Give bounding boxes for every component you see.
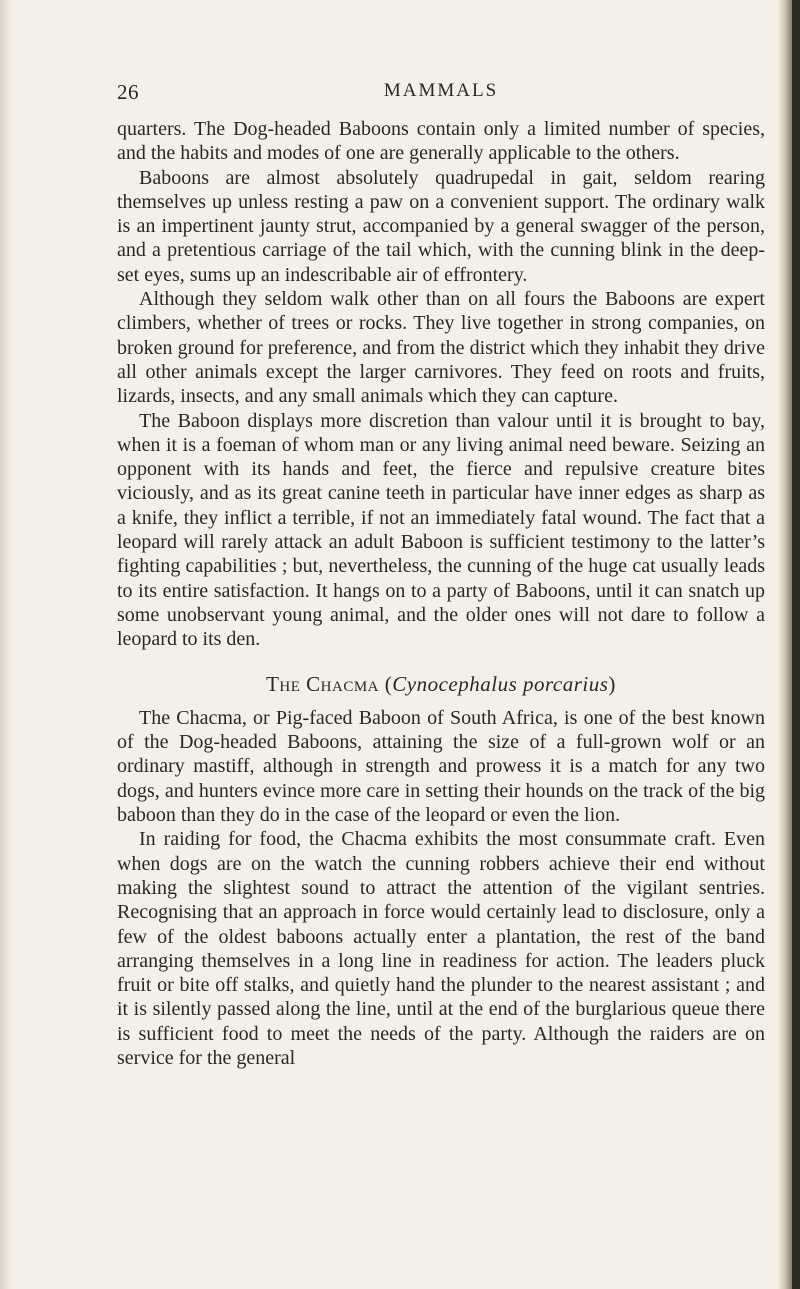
- paragraph-1: quarters. The Dog-headed Baboons contain only a limited number of species, and the habits and modes of one are generally applicable to the others.: [117, 118, 765, 165]
- running-head: MAMMALS: [383, 80, 499, 101]
- scientific-name: Cynocephalus porcarius: [392, 671, 609, 696]
- paragraph-2: Baboons are almost absolutely quadrupedal in gait, seldom rearing themselves up unless resting a paw on a convenient support. The ordinary walk is an impertinent jaunty strut, accompanied by a general swagger of the person, and a pretentious carriage of the tail which, with the cunning blink in the deep-set eyes, sums up an indescribable air of effrontery.: [117, 166, 765, 286]
- paragraph-6: In raiding for food, the Chacma exhibits the most consummate craft. Even when dogs are on the watch the cunning robbers achieve their end without making the slightest sound to attract the attention of the vigilant sentries. Recognising that an approach in force would certainly lead to disclosure, only a few of the oldest baboons actually enter a plantation, the rest of the band arranging themselves in a long line in readiness for action. The leaders pluck fruit or bite off stalks, and quietly hand the plunder to the nearest assistant ; and it is silently passed along the line, until at the end of the burglarious queue there is sufficient food to meet the needs of the party. Although the raiders are on service for the general: [117, 828, 765, 1069]
- paragraph-3: Although they seldom walk other than on all fours the Baboons are expert climbers, whether of trees or rocks. They live together in strong companies, on broken ground for preference, and from the district which they inhabit they drive all other animals except the larger carnivores. They feed on roots and fruits, lizards, insects, and any small animals which they can capture.: [117, 288, 765, 408]
- page-binding-edge: [792, 0, 800, 1289]
- page-header: [117, 80, 765, 108]
- scientific-name-wrapper: (Cynocephalus porcarius): [384, 671, 616, 696]
- section-title: The Chacma: [266, 671, 380, 696]
- section-heading: [117, 672, 765, 696]
- page-left-edge: [0, 0, 14, 1289]
- page-number: 26: [117, 80, 139, 104]
- paragraph-5: The Chacma, or Pig-faced Baboon of South Africa, is one of the best known of the Dog-headed Baboons, attaining the size of a full-grown wolf or an ordinary mastiff, although in strength and prowess it is a match for any two dogs, and hunters evince more care in setting their hounds on the track of the big baboon than they do in the case of the leopard or even the lion.: [117, 706, 765, 827]
- paragraph-4: The Baboon displays more discretion than valour until it is brought to bay, when it is a foeman of whom man or any living animal need beware. Seizing an opponent with its hands and feet, the fierce and repulsive creature bites viciously, and as its great canine teeth in particular have inner edges as sharp as a knife, they inflict a terrible, if not an immediately fatal wound. The fact that a leopard will rarely attack an adult Baboon is sufficient testimony to the latter’s fighting capabilities ; but, nevertheless, the cunning of the huge cat usually leads to its entire satisfaction. It hangs on to a party of Baboons, until it can snatch up some unobservant young animal, and the older ones will not dare to follow a leopard to its den.: [117, 409, 765, 651]
- body-text: [117, 117, 765, 1070]
